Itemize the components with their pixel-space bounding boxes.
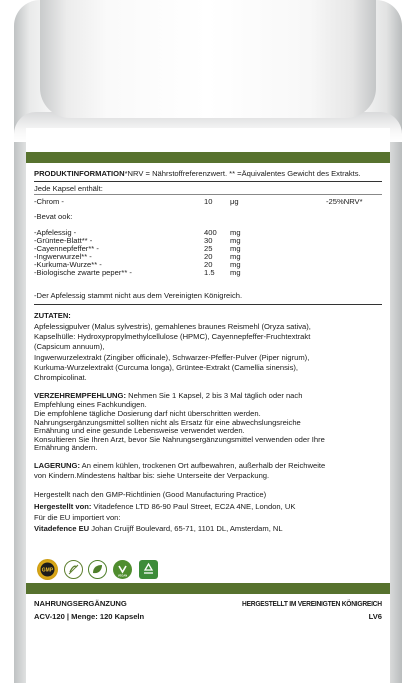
nutrient-nrv: -25%NRV* bbox=[326, 197, 363, 206]
origin-note: -Der Apfelessig stammt nicht aus dem Vereinigten Königreich. bbox=[34, 291, 243, 300]
storage-heading: LAGERUNG: bbox=[34, 461, 80, 470]
divider bbox=[34, 194, 382, 195]
ingredients-line: Kapselhülle: Hydroxypropylmethylcellulose (HPMC), Cayennepfeffer-Fruchtextrakt bbox=[34, 332, 311, 341]
info-note: *NRV = Nährstoffreferenzwert. ** =Äquivalentes Gewicht des Extrakts. bbox=[124, 169, 361, 178]
vegan-badge-label: VEGAN bbox=[117, 574, 128, 578]
top-green-bar bbox=[26, 152, 390, 163]
nutrient-unit: mg bbox=[230, 244, 241, 253]
nutrient-unit: mg bbox=[230, 236, 241, 245]
footer-lot: LV6 bbox=[368, 612, 382, 621]
ingredients-line: Chrompicolinat. bbox=[34, 373, 87, 382]
footer-category: NAHRUNGSERGÄNZUNG bbox=[34, 599, 127, 608]
nutrient-amount: 1.5 bbox=[204, 268, 215, 277]
ingredients-line: (Capsicum annuum), bbox=[34, 342, 105, 351]
gmp-line: Hergestellt nach den GMP-Richtlinien (Good Manufacturing Practice) bbox=[34, 490, 267, 499]
info-header bbox=[34, 169, 382, 178]
nutrient-unit: mg bbox=[230, 252, 241, 261]
ingredients-line: Apfelessigpulver (Malus sylvestris), gemahlenes braunes Reismehl (Oryza sativa), bbox=[34, 322, 311, 331]
nutrient-name: -Kurkuma-Wurze** - bbox=[34, 260, 102, 269]
divider bbox=[34, 304, 382, 305]
nutrient-unit: μg bbox=[230, 197, 239, 206]
recycle-icon bbox=[139, 560, 158, 579]
usage-line: Nahrungsergänzungsmittel sollten nicht als Ersatz für eine abwechslungsreiche bbox=[34, 418, 301, 427]
nutrient-amount: 25 bbox=[204, 244, 213, 253]
storage-first-line bbox=[34, 461, 382, 470]
footer-product-code: ACV-120 | Menge: 120 Kapseln bbox=[34, 612, 145, 621]
importer-label: Vitadefence EU bbox=[34, 524, 90, 533]
nutrient-name: -Cayennepfeffer** - bbox=[34, 244, 99, 253]
usage-heading: VERZEHREMPFEHLUNG: bbox=[34, 391, 126, 400]
nutrient-amount: 30 bbox=[204, 236, 213, 245]
nutrient-row bbox=[34, 197, 363, 206]
nutrient-amount: 20 bbox=[204, 260, 213, 269]
made-by-line bbox=[34, 502, 382, 511]
vegan-leaf-icon bbox=[88, 560, 107, 579]
usage-line: Konsultieren Sie Ihren Arzt, bevor Sie Nahrungsergänzungsmittel verwenden oder Ihre bbox=[34, 435, 325, 444]
nutrient-amount: 10 bbox=[204, 197, 213, 206]
importer-address-line bbox=[34, 524, 382, 533]
made-by-label: Hergestellt von: bbox=[34, 502, 92, 511]
nutrient-name: -Grüntee-Blatt** - bbox=[34, 236, 93, 245]
usage-line: Ernährung und eine gesunde Lebensweise verwendet werden. bbox=[34, 426, 245, 435]
footer-green-bar bbox=[26, 583, 390, 594]
nutrient-unit: mg bbox=[230, 228, 241, 237]
nutrient-amount: 400 bbox=[204, 228, 217, 237]
info-title: PRODUKTINFORMATION bbox=[34, 169, 125, 178]
usage-line: Die empfohlene tägliche Dosierung darf nicht überschritten werden. bbox=[34, 409, 261, 418]
gmp-seal-label: GMP bbox=[41, 567, 54, 574]
usage-first-line bbox=[34, 391, 382, 400]
divider bbox=[34, 181, 382, 182]
footer-row-1 bbox=[34, 599, 382, 608]
gmp-seal-icon bbox=[37, 559, 58, 580]
usage-text: Nehmen Sie 1 Kapsel, 2 bis 3 Mal täglich oder nach bbox=[125, 391, 303, 400]
nutrient-name: -Ingwerwurzel** - bbox=[34, 252, 92, 261]
nutrient-name: -Chrom - bbox=[34, 197, 64, 206]
usage-line: Empfehlung eines Fachkundigen. bbox=[34, 400, 147, 409]
importer-line: Für die EU importiert von: bbox=[34, 513, 121, 522]
nutrient-unit: mg bbox=[230, 260, 241, 269]
nutrient-row bbox=[34, 268, 241, 277]
non-gmo-icon bbox=[64, 560, 83, 579]
nutrient-row bbox=[34, 212, 72, 221]
nutrient-unit: mg bbox=[230, 268, 241, 277]
usage-line: Ernährung ändern. bbox=[34, 443, 98, 452]
footer-row-2 bbox=[34, 612, 382, 621]
importer-value: Johan Cruijff Boulevard, 65-71, 1101 DL, Amsterdam, NL bbox=[89, 524, 283, 533]
footer-made-in: HERGESTELLT IM VEREINIGTEN KÖNIGREICH bbox=[242, 599, 382, 608]
made-by-value: Vitadefence LTD 86-90 Paul Street, EC2A 4NE, London, UK bbox=[91, 502, 296, 511]
per-capsule-label: Jede Kapsel enthält: bbox=[34, 184, 103, 193]
vegan-badge-icon bbox=[113, 560, 132, 579]
storage-text: An einem kühlen, trockenen Ort aufbewahren, außerhalb der Reichweite bbox=[79, 461, 326, 470]
ingredients-line: Ingwerwurzelextrakt (Zingiber officinale), Schwarzer-Pfeffer-Pulver (Piper nigrum), bbox=[34, 353, 310, 362]
nutrient-name: -Biologische zwarte peper** - bbox=[34, 268, 132, 277]
nutrient-name: -Apfelessig - bbox=[34, 228, 77, 237]
ingredients-line: Kurkuma-Wurzelextrakt (Curcuma longa), Grüntee-Extrakt (Camellia sinensis), bbox=[34, 363, 299, 372]
bottle-cap bbox=[40, 0, 376, 118]
storage-line: von Kindern.Mindestens haltbar bis: siehe Unterseite der Verpackung. bbox=[34, 471, 270, 480]
nutrient-amount: 20 bbox=[204, 252, 213, 261]
nutrient-name: -Bevat ook: bbox=[34, 212, 73, 221]
ingredients-heading: ZUTATEN: bbox=[34, 311, 71, 320]
